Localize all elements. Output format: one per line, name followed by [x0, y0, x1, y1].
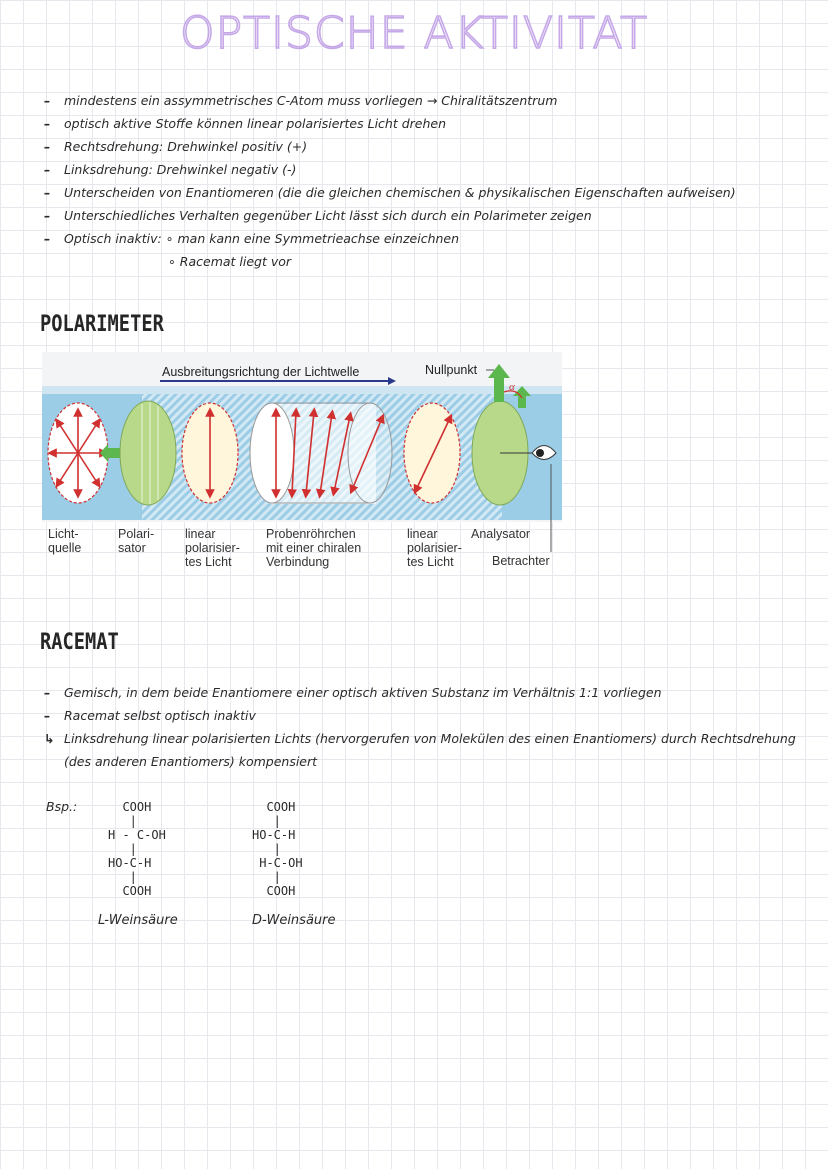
list-item: (des anderen Enantiomers) kompensiert [64, 754, 318, 769]
list-item: – Optisch inaktiv: ∘ man kann eine Symmetrieachse einzeichnen [44, 231, 460, 246]
list-item: – Racemat selbst optisch inaktiv [44, 708, 256, 723]
svg-text:polarisier-: polarisier- [185, 541, 240, 555]
svg-text:Probenröhrchen: Probenröhrchen [266, 527, 356, 541]
linear-polarized-2 [404, 403, 460, 503]
svg-text:Verbindung: Verbindung [266, 555, 330, 569]
list-item: ↳ Linksdrehung linear polarisierten Lichts (hervorgerufen von Molekülen des einen Enantiomers) durch Rechtsdrehung [44, 731, 796, 746]
svg-text:polarisier-: polarisier- [407, 541, 462, 555]
list-item: – optisch aktive Stoffe können linear polarisiertes Licht drehen [44, 116, 447, 131]
svg-text:tes Licht: tes Licht [185, 555, 232, 569]
page-title: OPTISCHE AKTIVITAT [179, 8, 649, 59]
polarimeter-diagram [42, 352, 562, 574]
polarimeter-figure [42, 352, 562, 574]
direction-label: Ausbreitungsrichtung der Lichtwelle [162, 365, 360, 379]
polarizer-disk [120, 401, 176, 505]
list-item: – Gemisch, in dem beide Enantiomere einer optisch aktiven Substanz im Verhältnis 1:1 vorliegen [44, 685, 662, 700]
example-label: Bsp.: [46, 799, 78, 814]
l-weinsaeure-label: L-Weinsäure [98, 913, 178, 928]
svg-text:α: α [509, 381, 515, 393]
list-item: – Unterschiedliches Verhalten gegenüber Licht lässt sich durch ein Polarimeter zeigen [44, 208, 592, 223]
unpolarized-arrows [52, 412, 104, 494]
d-weinsaeure-structure: COOH | HO-C-H | H-C-OH | COOH [252, 800, 303, 898]
svg-text:tes Licht: tes Licht [407, 555, 454, 569]
intro-list [44, 90, 804, 274]
svg-text:quelle: quelle [48, 541, 82, 555]
svg-text:Licht-: Licht- [48, 527, 79, 541]
racemat-list [44, 682, 804, 774]
svg-text:Polari-: Polari- [118, 527, 155, 541]
sample-tube [250, 403, 294, 503]
racemat-heading: RACEMAT [40, 630, 119, 655]
svg-text:mit einer chiralen: mit einer chiralen [266, 541, 362, 555]
d-weinsaeure-label: D-Weinsäure [252, 913, 336, 928]
list-subitem: ∘ Racemat liegt vor [168, 254, 292, 269]
svg-text:linear: linear [407, 527, 438, 541]
polarimeter-heading: POLARIMETER [40, 312, 164, 337]
svg-text:linear: linear [185, 527, 216, 541]
list-item: – Linksdrehung: Drehwinkel negativ (-) [44, 162, 297, 177]
svg-text:Betrachter: Betrachter [492, 554, 550, 568]
svg-text:sator: sator [118, 541, 146, 555]
svg-text:Analysator: Analysator [471, 527, 531, 541]
list-item: – mindestens ein assymmetrisches C-Atom muss vorliegen → Chiralitätszentrum [44, 93, 558, 108]
list-item: – Unterscheiden von Enantiomeren (die die gleichen chemischen & physikalischen Eigenschaften aufweisen) [44, 185, 736, 200]
nullpunkt-label: Nullpunkt [425, 363, 478, 377]
list-item: – Rechtsdrehung: Drehwinkel positiv (+) [44, 139, 308, 154]
l-weinsaeure-structure: COOH | H - C-OH | HO-C-H | COOH [108, 800, 166, 898]
